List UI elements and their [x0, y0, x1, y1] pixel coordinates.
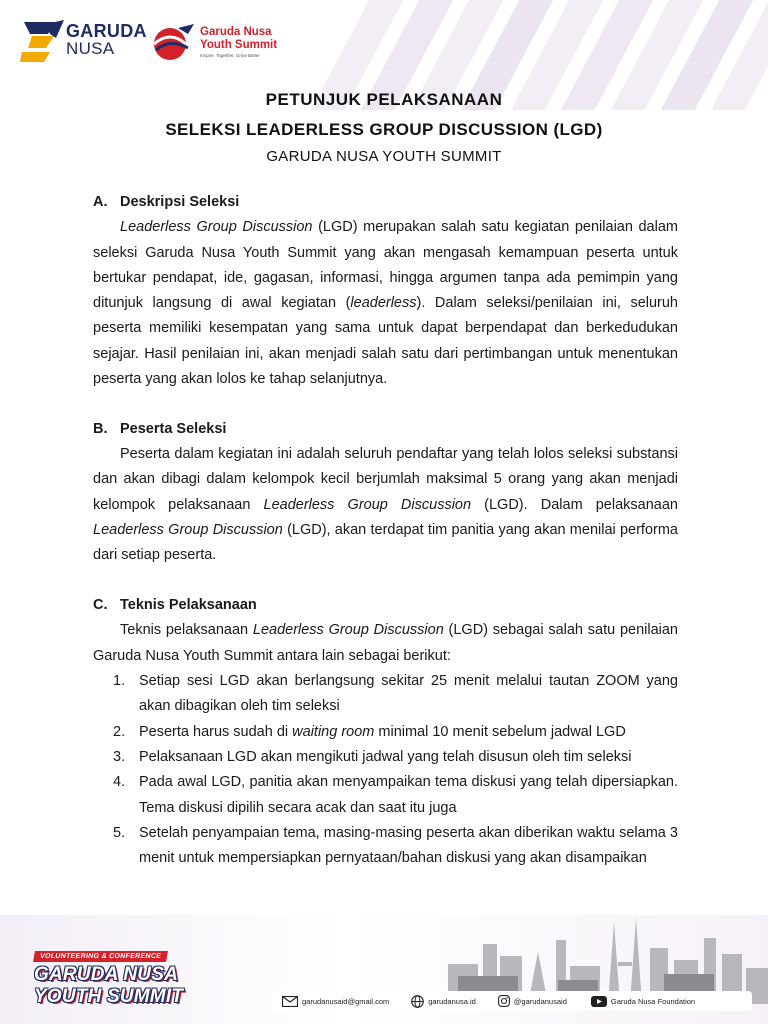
- badge-line1: GARUDA NUSA: [34, 964, 178, 985]
- instagram-icon: [498, 995, 510, 1007]
- steps-list: [93, 669, 678, 871]
- section-letter: B.: [93, 420, 108, 437]
- summit-globe-icon: [148, 22, 196, 62]
- mail-icon: [282, 996, 298, 1007]
- document-event-name: GARUDA NUSA YOUTH SUMMIT: [266, 148, 502, 165]
- list-item: 2. Peserta harus sudah di waiting room minimal 10 menit sebelum jadwal LGD: [113, 723, 626, 740]
- youtube-icon: [591, 996, 607, 1007]
- logo-line1: GARUDA: [66, 21, 147, 41]
- section-title: Deskripsi Seleksi: [120, 194, 240, 210]
- document-body: [93, 190, 678, 871]
- contact-bar: [272, 991, 752, 1011]
- document-subtitle: SELEKSI LEADERLESS GROUP DISCUSSION (LGD): [165, 120, 603, 139]
- section-letter: A.: [93, 194, 108, 210]
- section-b-heading: [93, 417, 678, 442]
- section-a-paragraph: Leaderless Group Discussion (LGD) merupakan salah satu kegiatan penilaian dalam seleksi Garuda Nusa Youth Summit yang akan mengasah kemampuan peserta untuk bertukar pendapat, ide, gagasan, informasi, hingga argumen tanpa ada pemimpin yang ditunjuk langsung di awal kegiatan (leaderless). Dalam seleksi/penilaian ini, seluruh peserta memiliki kesempatan yang sama untuk dapat berpendapat dan berkedudukan sejajar. Hasil penilaian ini, akan menjadi salah satu dari pertimbangan untuk menentukan peserta yang akan lolos ke tahap selanjutnya.: [93, 219, 678, 388]
- logo-line2: NUSA: [66, 39, 115, 58]
- section-letter: C.: [93, 597, 108, 614]
- document-title: PETUNJUK PELAKSANAAN: [265, 90, 503, 109]
- garuda-nusa-logo: [20, 18, 147, 64]
- header: [20, 16, 320, 66]
- contact-website[interactable]: garudanusa.id: [411, 995, 476, 1008]
- section-c-heading: [93, 593, 678, 618]
- contact-instagram[interactable]: @garudanusaid: [498, 995, 567, 1007]
- footer: [0, 915, 768, 1024]
- event-badge: [26, 951, 196, 1017]
- summit-tagline: Inspire, Together, Grow Better: [200, 53, 260, 58]
- globe-icon: [411, 995, 424, 1008]
- section-a-heading: [93, 190, 678, 215]
- badge-line2: YOUTH SUMMIT: [34, 986, 184, 1007]
- section-c-paragraph: Teknis pelaksanaan Leaderless Group Discussion (LGD) sebagai salah satu penilaian Garuda Nusa Youth Summit antara lain sebagai berikut:: [93, 622, 678, 664]
- contact-email[interactable]: garudanusaid@gmail.com: [282, 996, 389, 1007]
- section-b-paragraph: Peserta dalam kegiatan ini adalah seluruh pendaftar yang telah lolos seleksi substansi dan akan dibagi dalam kelompok kecil berjumlah maksimal 5 orang yang akan menjadi kelompok pelaksanaan Leaderless Group Discussion (LGD). Dalam pelaksanaan Leaderless Group Discussion (LGD), akan terdapat tim panitia yang akan menilai performa dari setiap peserta.: [93, 446, 679, 564]
- garuda-bird-icon: [20, 18, 68, 64]
- contact-youtube[interactable]: Garuda Nusa Foundation: [591, 996, 695, 1007]
- list-item: 4. Pada awal LGD, panitia akan menyampaikan tema diskusi yang telah dipersiapkan. Tema diskusi dipilih secara acak dan saat itu juga: [113, 774, 678, 816]
- list-item: 3. Pelaksanaan LGD akan mengikuti jadwal yang telah disusun oleh tim seleksi: [113, 748, 632, 765]
- section-title: Teknis Pelaksanaan: [120, 597, 257, 614]
- section-title: Peserta Seleksi: [120, 420, 227, 437]
- badge-tagline: VOLUNTEERING & CONFERENCE: [33, 951, 168, 962]
- summit-logo-line1: Garuda Nusa: [200, 26, 272, 38]
- list-item: 5. Setelah penyampaian tema, masing-masing peserta akan diberikan waktu selama 3 menit untuk mempersiapkan pernyataan/bahan diskusi yang akan disampaikan: [113, 824, 678, 867]
- list-item: 1. Setiap sesi LGD akan berlangsung sekitar 25 menit melalui tautan ZOOM yang akan dibagikan oleh tim seleksi: [113, 673, 678, 715]
- summit-logo-line2: Youth Summit: [200, 39, 278, 51]
- youth-summit-logo: [148, 22, 318, 62]
